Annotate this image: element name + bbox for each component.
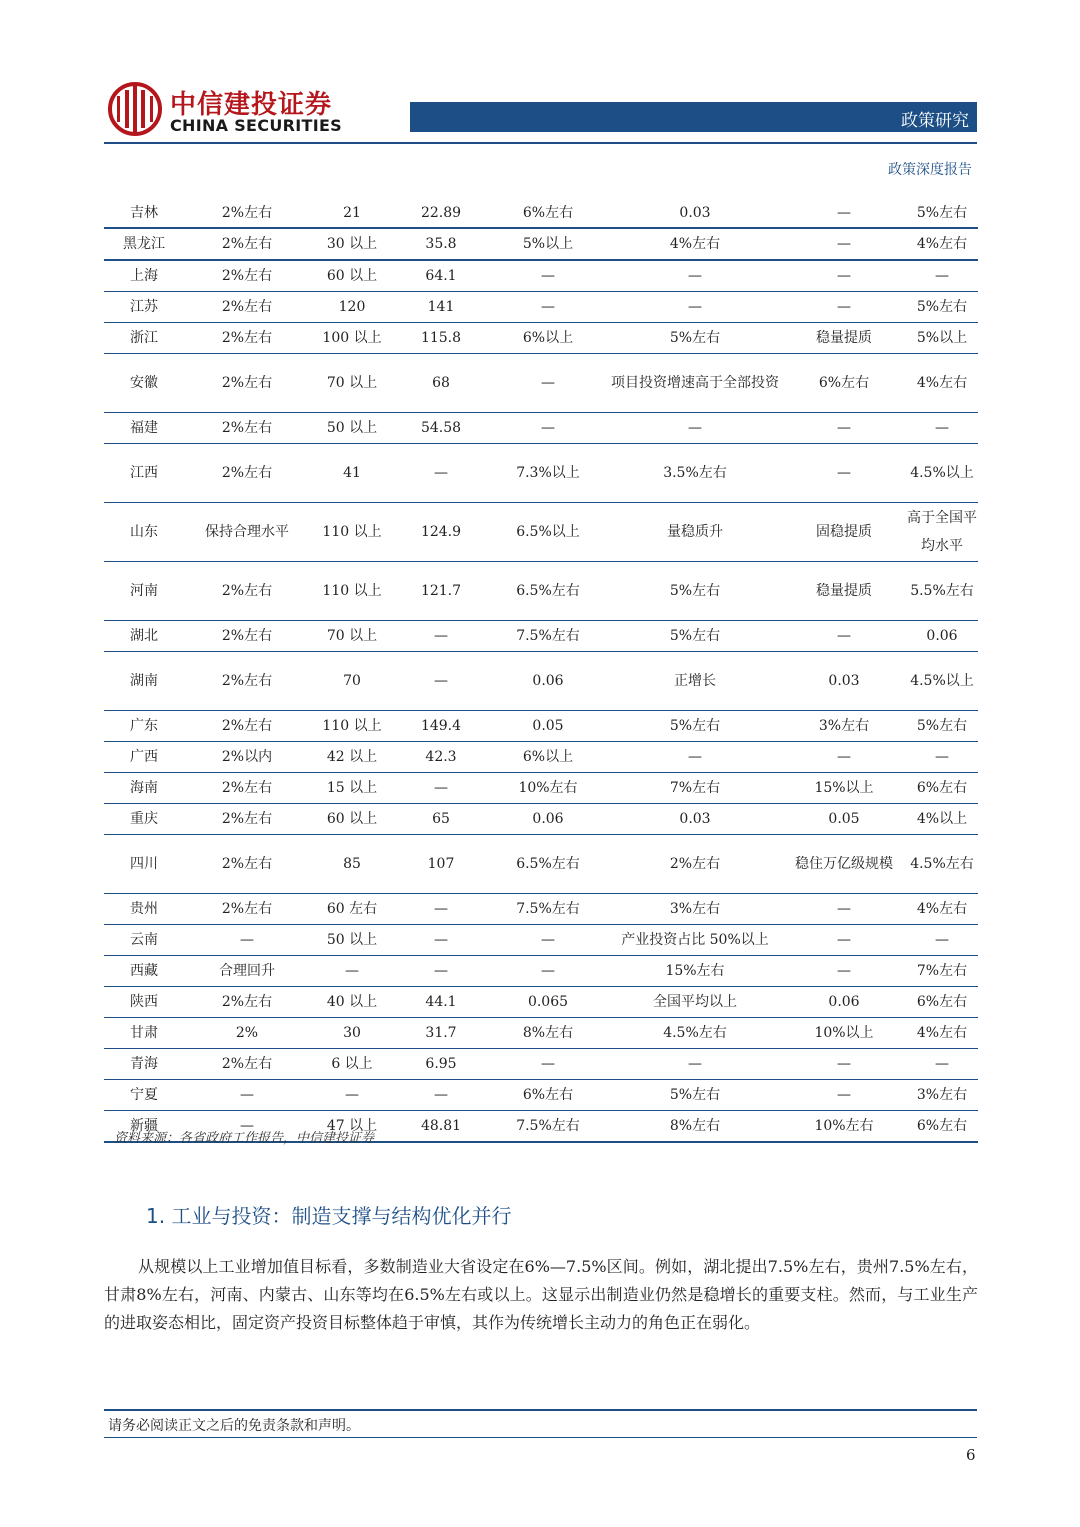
table-cell: 10%以上 bbox=[814, 1025, 874, 1041]
table-row bbox=[104, 804, 978, 835]
section-label: 政策研究 bbox=[901, 111, 969, 131]
table-cell: — bbox=[541, 268, 555, 284]
table-cell: 60 左右 bbox=[326, 901, 378, 917]
table-cell: — bbox=[688, 1056, 702, 1072]
table-row bbox=[104, 323, 978, 354]
table-cell: — bbox=[240, 1118, 254, 1134]
province-cell: 西藏 bbox=[130, 963, 158, 979]
logo-english-name: CHINA SECURITIES bbox=[170, 116, 343, 135]
table-cell: 6%左右 bbox=[522, 1087, 574, 1103]
table-cell: 5%左右 bbox=[916, 205, 968, 221]
table-cell: 121.7 bbox=[420, 583, 462, 599]
table-cell: 3%左右 bbox=[818, 718, 870, 734]
table-cell: 120 bbox=[338, 299, 366, 315]
table-cell: 5%左右 bbox=[916, 299, 968, 315]
table-cell: 0.05 bbox=[532, 718, 564, 734]
table-cell: 6%以上 bbox=[522, 749, 574, 765]
table-cell: 68 bbox=[432, 375, 450, 391]
table-cell: 70 bbox=[343, 673, 361, 689]
table-row bbox=[104, 1018, 978, 1049]
table-cell: 50 以上 bbox=[326, 932, 378, 948]
table-cell: — bbox=[345, 1087, 359, 1103]
table-cell: — bbox=[688, 420, 702, 436]
table-cell: 0.065 bbox=[527, 994, 569, 1010]
table-cell: 6%以上 bbox=[522, 330, 574, 346]
table-cell: — bbox=[935, 932, 949, 948]
table-row bbox=[104, 894, 978, 925]
table-cell: — bbox=[837, 628, 851, 644]
table-cell: 31.7 bbox=[425, 1025, 457, 1041]
table-cell: 7.5%左右 bbox=[516, 901, 580, 917]
province-cell: 新疆 bbox=[130, 1118, 158, 1134]
table-cell: 110 以上 bbox=[322, 583, 382, 599]
table-cell: 50 以上 bbox=[326, 420, 378, 436]
table-row bbox=[104, 1049, 978, 1080]
table-cell: 0.03 bbox=[679, 811, 711, 827]
table-cell: 3%左右 bbox=[669, 901, 721, 917]
table-cell: 5%左右 bbox=[916, 718, 968, 734]
table-cell: 2%左右 bbox=[221, 856, 273, 872]
table-cell: 4%左右 bbox=[669, 236, 721, 252]
table-cell: 6%左右 bbox=[916, 994, 968, 1010]
province-cell: 四川 bbox=[130, 856, 158, 872]
table-row bbox=[104, 503, 978, 562]
province-cell: 上海 bbox=[130, 268, 158, 284]
table-cell: 5%左右 bbox=[669, 628, 721, 644]
table-cell: — bbox=[837, 963, 851, 979]
table-cell: 5.5%左右 bbox=[910, 583, 974, 599]
table-cell: 稳量提质 bbox=[816, 330, 872, 346]
province-cell: 宁夏 bbox=[130, 1087, 158, 1103]
table-cell: 6%左右 bbox=[522, 205, 574, 221]
table-cell: — bbox=[541, 299, 555, 315]
table-cell: 10%左右 bbox=[814, 1118, 874, 1134]
table-cell: 6.5%左右 bbox=[516, 583, 580, 599]
table-cell: 2%左右 bbox=[221, 583, 273, 599]
table-cell: 2%左右 bbox=[221, 268, 273, 284]
table-cell: 65 bbox=[432, 811, 450, 827]
table-cell: 4.5%左右 bbox=[910, 856, 974, 872]
table-cell: 2%以内 bbox=[221, 749, 273, 765]
table-cell: 2% bbox=[235, 1025, 259, 1041]
table-cell: 100 以上 bbox=[322, 330, 382, 346]
table-cell: 7%左右 bbox=[916, 963, 968, 979]
table-cell: 0.06 bbox=[828, 994, 860, 1010]
table-cell: 全国平均以上 bbox=[653, 994, 737, 1010]
table-cell: 4%左右 bbox=[916, 1025, 968, 1041]
province-cell: 江西 bbox=[130, 465, 158, 481]
table-cell: — bbox=[345, 963, 359, 979]
table-cell: 6.5%左右 bbox=[516, 856, 580, 872]
table-cell: 稳量提质 bbox=[816, 583, 872, 599]
table-cell: 2%左右 bbox=[221, 420, 273, 436]
table-cell: — bbox=[837, 268, 851, 284]
table-cell: — bbox=[434, 673, 448, 689]
table-cell: 8%左右 bbox=[669, 1118, 721, 1134]
header-rule bbox=[104, 142, 977, 144]
table-cell: 149.4 bbox=[420, 718, 462, 734]
table-cell: 4.5%左右 bbox=[663, 1025, 727, 1041]
table-cell: — bbox=[935, 749, 949, 765]
table-cell: 107 bbox=[427, 856, 455, 872]
table-cell: — bbox=[837, 465, 851, 481]
table-cell: 产业投资占比 50%以上 bbox=[621, 932, 769, 948]
doc-type-label: 政策深度报告 bbox=[888, 162, 972, 178]
province-cell: 黑龙江 bbox=[123, 236, 165, 252]
table-cell: 0.06 bbox=[532, 673, 564, 689]
province-cell: 福建 bbox=[130, 420, 158, 436]
table-cell: 量稳质升 bbox=[667, 524, 723, 540]
table-cell: 4%左右 bbox=[916, 901, 968, 917]
table-cell: 10%左右 bbox=[518, 780, 578, 796]
table-cell: 6.5%以上 bbox=[516, 524, 580, 540]
table-cell: 15%左右 bbox=[665, 963, 725, 979]
table-cell: 高于全国平均水平 bbox=[907, 510, 977, 554]
table-cell: 141 bbox=[427, 299, 455, 315]
table-cell: 5%左右 bbox=[669, 583, 721, 599]
table-cell: — bbox=[935, 420, 949, 436]
table-cell: 21 bbox=[343, 205, 361, 221]
table-cell: 4.5%以上 bbox=[910, 673, 974, 689]
table-cell: 30 以上 bbox=[326, 236, 378, 252]
table-cell: 2%左右 bbox=[221, 718, 273, 734]
table-cell: 7%左右 bbox=[669, 780, 721, 796]
table-cell: 2%左右 bbox=[221, 330, 273, 346]
table-cell: — bbox=[688, 268, 702, 284]
table-cell: 15 以上 bbox=[326, 780, 378, 796]
table-cell: 64.1 bbox=[425, 268, 457, 284]
table-cell: 2%左右 bbox=[221, 901, 273, 917]
table-cell: — bbox=[837, 1056, 851, 1072]
table-cell: — bbox=[541, 375, 555, 391]
table-cell: 4.5%以上 bbox=[910, 465, 974, 481]
table-cell: 85 bbox=[343, 856, 361, 872]
table-cell: — bbox=[240, 932, 254, 948]
table-cell: 42 以上 bbox=[326, 749, 378, 765]
table-cell: 正增长 bbox=[674, 673, 716, 689]
table-row bbox=[104, 742, 978, 773]
table-cell: 60 以上 bbox=[326, 811, 378, 827]
table-cell: 5%左右 bbox=[669, 330, 721, 346]
table-cell: 2%左右 bbox=[221, 780, 273, 796]
table-cell: 2%左右 bbox=[221, 994, 273, 1010]
province-cell: 陕西 bbox=[130, 994, 158, 1010]
table-cell: 0.05 bbox=[828, 811, 860, 827]
table-cell: — bbox=[541, 963, 555, 979]
table-cell: 47 以上 bbox=[326, 1118, 378, 1134]
table-cell: — bbox=[434, 963, 448, 979]
table-cell: — bbox=[837, 205, 851, 221]
table-cell: 70 以上 bbox=[326, 375, 378, 391]
table-cell: — bbox=[837, 1087, 851, 1103]
table-cell: 固稳提质 bbox=[816, 524, 872, 540]
table-cell: 合理回升 bbox=[219, 963, 275, 979]
table-cell: 0.06 bbox=[926, 628, 958, 644]
table-cell: 15%以上 bbox=[814, 780, 874, 796]
province-cell: 山东 bbox=[130, 524, 158, 540]
china-securities-logo-icon bbox=[108, 82, 162, 136]
table-cell: 4%以上 bbox=[916, 811, 968, 827]
table-cell: 2%左右 bbox=[669, 856, 721, 872]
table-cell: 5%以上 bbox=[916, 330, 968, 346]
table-cell: 7.3%以上 bbox=[516, 465, 580, 481]
table-row bbox=[104, 444, 978, 503]
table-cell: 5%左右 bbox=[669, 718, 721, 734]
table-cell: — bbox=[837, 299, 851, 315]
table-cell: 2%左右 bbox=[221, 628, 273, 644]
province-cell: 湖南 bbox=[130, 673, 158, 689]
table-cell: 7.5%左右 bbox=[516, 1118, 580, 1134]
table-row bbox=[104, 652, 978, 711]
table-cell: — bbox=[688, 749, 702, 765]
header-bar bbox=[410, 102, 977, 132]
table-cell: 42.3 bbox=[425, 749, 457, 765]
table-cell: 0.06 bbox=[532, 811, 564, 827]
table-cell: — bbox=[688, 299, 702, 315]
table-cell: 6%左右 bbox=[818, 375, 870, 391]
province-cell: 安徽 bbox=[130, 375, 158, 391]
table-row bbox=[104, 261, 978, 292]
table-row bbox=[104, 621, 978, 652]
table-cell: 6.95 bbox=[425, 1056, 457, 1072]
table-cell: 4%左右 bbox=[916, 236, 968, 252]
source-note: 资料来源：各省政府工作报告，中信建投证券 bbox=[114, 1131, 375, 1146]
table-cell: 110 以上 bbox=[322, 524, 382, 540]
table-cell: 110 以上 bbox=[322, 718, 382, 734]
table-cell: 2%左右 bbox=[221, 375, 273, 391]
page-number: 6 bbox=[966, 1446, 976, 1464]
province-cell: 青海 bbox=[130, 1056, 158, 1072]
province-cell: 甘肃 bbox=[130, 1025, 158, 1041]
province-cell: 江苏 bbox=[130, 299, 158, 315]
footer-rule-bottom bbox=[104, 1437, 977, 1438]
footer-rule bbox=[104, 1409, 977, 1411]
table-cell: — bbox=[837, 932, 851, 948]
province-cell: 河南 bbox=[130, 583, 158, 599]
table-cell: 44.1 bbox=[425, 994, 457, 1010]
province-cell: 浙江 bbox=[130, 330, 158, 346]
table-cell: 2%左右 bbox=[221, 1056, 273, 1072]
table-cell: 7.5%左右 bbox=[516, 628, 580, 644]
province-cell: 广西 bbox=[130, 749, 158, 765]
table-cell: — bbox=[434, 901, 448, 917]
table-cell: 0.03 bbox=[828, 673, 860, 689]
province-cell: 广东 bbox=[130, 718, 158, 734]
table-row bbox=[104, 925, 978, 956]
province-targets-table bbox=[104, 199, 978, 1143]
table-row bbox=[104, 292, 978, 323]
table-row bbox=[104, 711, 978, 742]
table-cell: 8%左右 bbox=[522, 1025, 574, 1041]
table-cell: 2%左右 bbox=[221, 236, 273, 252]
table-cell: — bbox=[837, 901, 851, 917]
table-cell: 35.8 bbox=[425, 236, 457, 252]
table-cell: — bbox=[240, 1087, 254, 1103]
table-cell: 0.03 bbox=[679, 205, 711, 221]
logo-chinese-name: 中信建投证券 bbox=[170, 90, 333, 120]
table-cell: 48.81 bbox=[420, 1118, 462, 1134]
table-row bbox=[104, 562, 978, 621]
table-cell: — bbox=[434, 780, 448, 796]
table-row bbox=[104, 1080, 978, 1111]
province-cell: 贵州 bbox=[130, 901, 158, 917]
table-cell: — bbox=[935, 1056, 949, 1072]
table-row bbox=[104, 835, 978, 894]
table-cell: 4%左右 bbox=[916, 375, 968, 391]
province-cell: 海南 bbox=[130, 780, 158, 796]
province-cell: 云南 bbox=[130, 932, 158, 948]
table-cell: 41 bbox=[343, 465, 361, 481]
table-cell: 5%左右 bbox=[669, 1087, 721, 1103]
table-cell: 6 以上 bbox=[331, 1056, 373, 1072]
section-heading: 1. 工业与投资：制造支撑与结构优化并行 bbox=[146, 1204, 512, 1228]
disclaimer: 请务必阅读正文之后的免责条款和声明。 bbox=[108, 1418, 360, 1434]
table-cell: 60 以上 bbox=[326, 268, 378, 284]
province-cell: 重庆 bbox=[130, 811, 158, 827]
table-cell: 124.9 bbox=[420, 524, 462, 540]
body-paragraph: 从规模以上工业增加值目标看，多数制造业大省设定在6%—7.5%区间。例如，湖北提出7.5%左右，贵州7.5%左右，甘肃8%左右，河南、内蒙古、山东等均在6.5%左右或以上。这显示出制造业仍然是稳增长的重要支柱。然而，与工业生产的进取姿态相比，固定资产投资目标整体趋于审慎，其作为传统增长主动力的角色正在弱化。 bbox=[104, 1257, 978, 1332]
table-cell: 2%左右 bbox=[221, 205, 273, 221]
table-cell: — bbox=[434, 465, 448, 481]
table-cell: 5%以上 bbox=[522, 236, 574, 252]
table-cell: 2%左右 bbox=[221, 465, 273, 481]
table-row bbox=[104, 413, 978, 444]
table-cell: 115.8 bbox=[420, 330, 462, 346]
table-cell: 54.58 bbox=[420, 420, 462, 436]
table-row bbox=[104, 987, 978, 1018]
table-cell: — bbox=[837, 420, 851, 436]
table-cell: 2%左右 bbox=[221, 299, 273, 315]
table-cell: 2%左右 bbox=[221, 673, 273, 689]
table-cell: — bbox=[837, 236, 851, 252]
table-cell: 保持合理水平 bbox=[205, 524, 289, 540]
table-row bbox=[104, 354, 978, 413]
table-cell: 30 bbox=[343, 1025, 361, 1041]
table-row bbox=[104, 229, 978, 261]
table-cell: — bbox=[837, 749, 851, 765]
table-cell: 3.5%左右 bbox=[663, 465, 727, 481]
table-cell: 6%左右 bbox=[916, 780, 968, 796]
table-cell: 2%左右 bbox=[221, 811, 273, 827]
table-cell: — bbox=[541, 932, 555, 948]
table-cell: — bbox=[434, 932, 448, 948]
table-row bbox=[104, 773, 978, 804]
table-cell: 40 以上 bbox=[326, 994, 378, 1010]
table-cell: 项目投资增速高于全部投资 bbox=[611, 375, 779, 391]
table-cell: — bbox=[541, 420, 555, 436]
table-cell: — bbox=[434, 628, 448, 644]
company-logo bbox=[108, 82, 348, 138]
table-cell: — bbox=[935, 268, 949, 284]
table-cell: 6%左右 bbox=[916, 1118, 968, 1134]
table-cell: 3%左右 bbox=[916, 1087, 968, 1103]
table-row bbox=[104, 956, 978, 987]
province-cell: 湖北 bbox=[130, 628, 158, 644]
table-cell: 22.89 bbox=[420, 205, 462, 221]
table-cell: — bbox=[541, 1056, 555, 1072]
table-cell: 稳住万亿级规模 bbox=[795, 856, 893, 872]
table-row bbox=[104, 199, 978, 229]
table-cell: 70 以上 bbox=[326, 628, 378, 644]
province-cell: 吉林 bbox=[130, 205, 158, 221]
table-cell: — bbox=[434, 1087, 448, 1103]
